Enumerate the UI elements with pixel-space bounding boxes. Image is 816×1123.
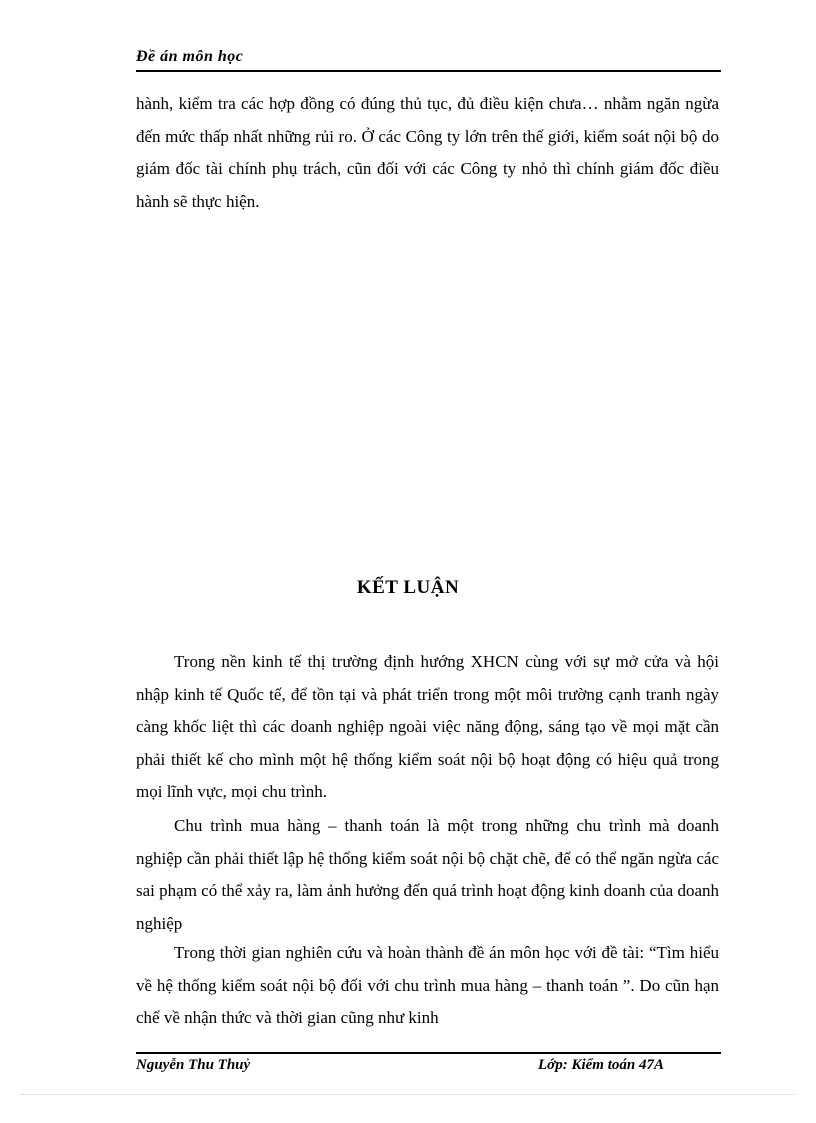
body-paragraph-2: Chu trình mua hàng – thanh toán là một trong những chu trình mà doanh nghiệp cần phải thiết lập hệ thống kiểm soát nội bộ chặt chẽ, để có thể ngăn ngừa các sai phạm có thể xảy ra, làm ảnh hưởng đến quá trình hoạt động kinh doanh của doanh nghiệp <box>136 816 719 933</box>
body-paragraph-3: Trong thời gian nghiên cứu và hoàn thành đề án môn học với đề tài: “Tìm hiểu về hệ thống kiểm soát nội bộ đối với chu trình mua hàng – thanh toán ”. Do cũn hạn chế về nhận thức và thời gian cũng như kinh <box>136 943 719 1027</box>
footer-rule <box>136 1052 721 1054</box>
intro-paragraph: hành, kiểm tra các hợp đồng có đúng thủ tục, đủ điều kiện chưa… nhằm ngăn ngừa đến mức thấp nhất những rủi ro. Ở các Công ty lớn trên thế giới, kiểm soát nội bộ do giám đốc tài chính phụ trách, cũn đối với các Công ty nhỏ thì chính giám đốc điều hành sẽ thực hiện. <box>136 94 719 211</box>
body-paragraph-1: Trong nền kinh tế thị trường định hướng XHCN cùng với sự mở cửa và hội nhập kinh tế Quốc tế, để tồn tại và phát triển trong một môi trường cạnh tranh ngày càng khốc liệt thì các doanh nghiệp ngoài việc năng động, sáng tạo về mọi mặt cần phải thiết kế cho mình một hệ thống kiểm soát nội bộ hoạt động có hiệu quả trong mọi lĩnh vực, mọi chu trình. <box>136 652 719 801</box>
section-heading: KẾT LUẬN <box>356 577 460 598</box>
header-rule <box>136 70 721 72</box>
page-header-title: Đề án môn học <box>136 48 244 65</box>
footer-class-label: Lớp: Kiểm toán 47A <box>538 1057 664 1073</box>
footer-author: Nguyễn Thu Thuỷ <box>136 1057 251 1073</box>
page-edge-dotted-line <box>20 1094 796 1095</box>
